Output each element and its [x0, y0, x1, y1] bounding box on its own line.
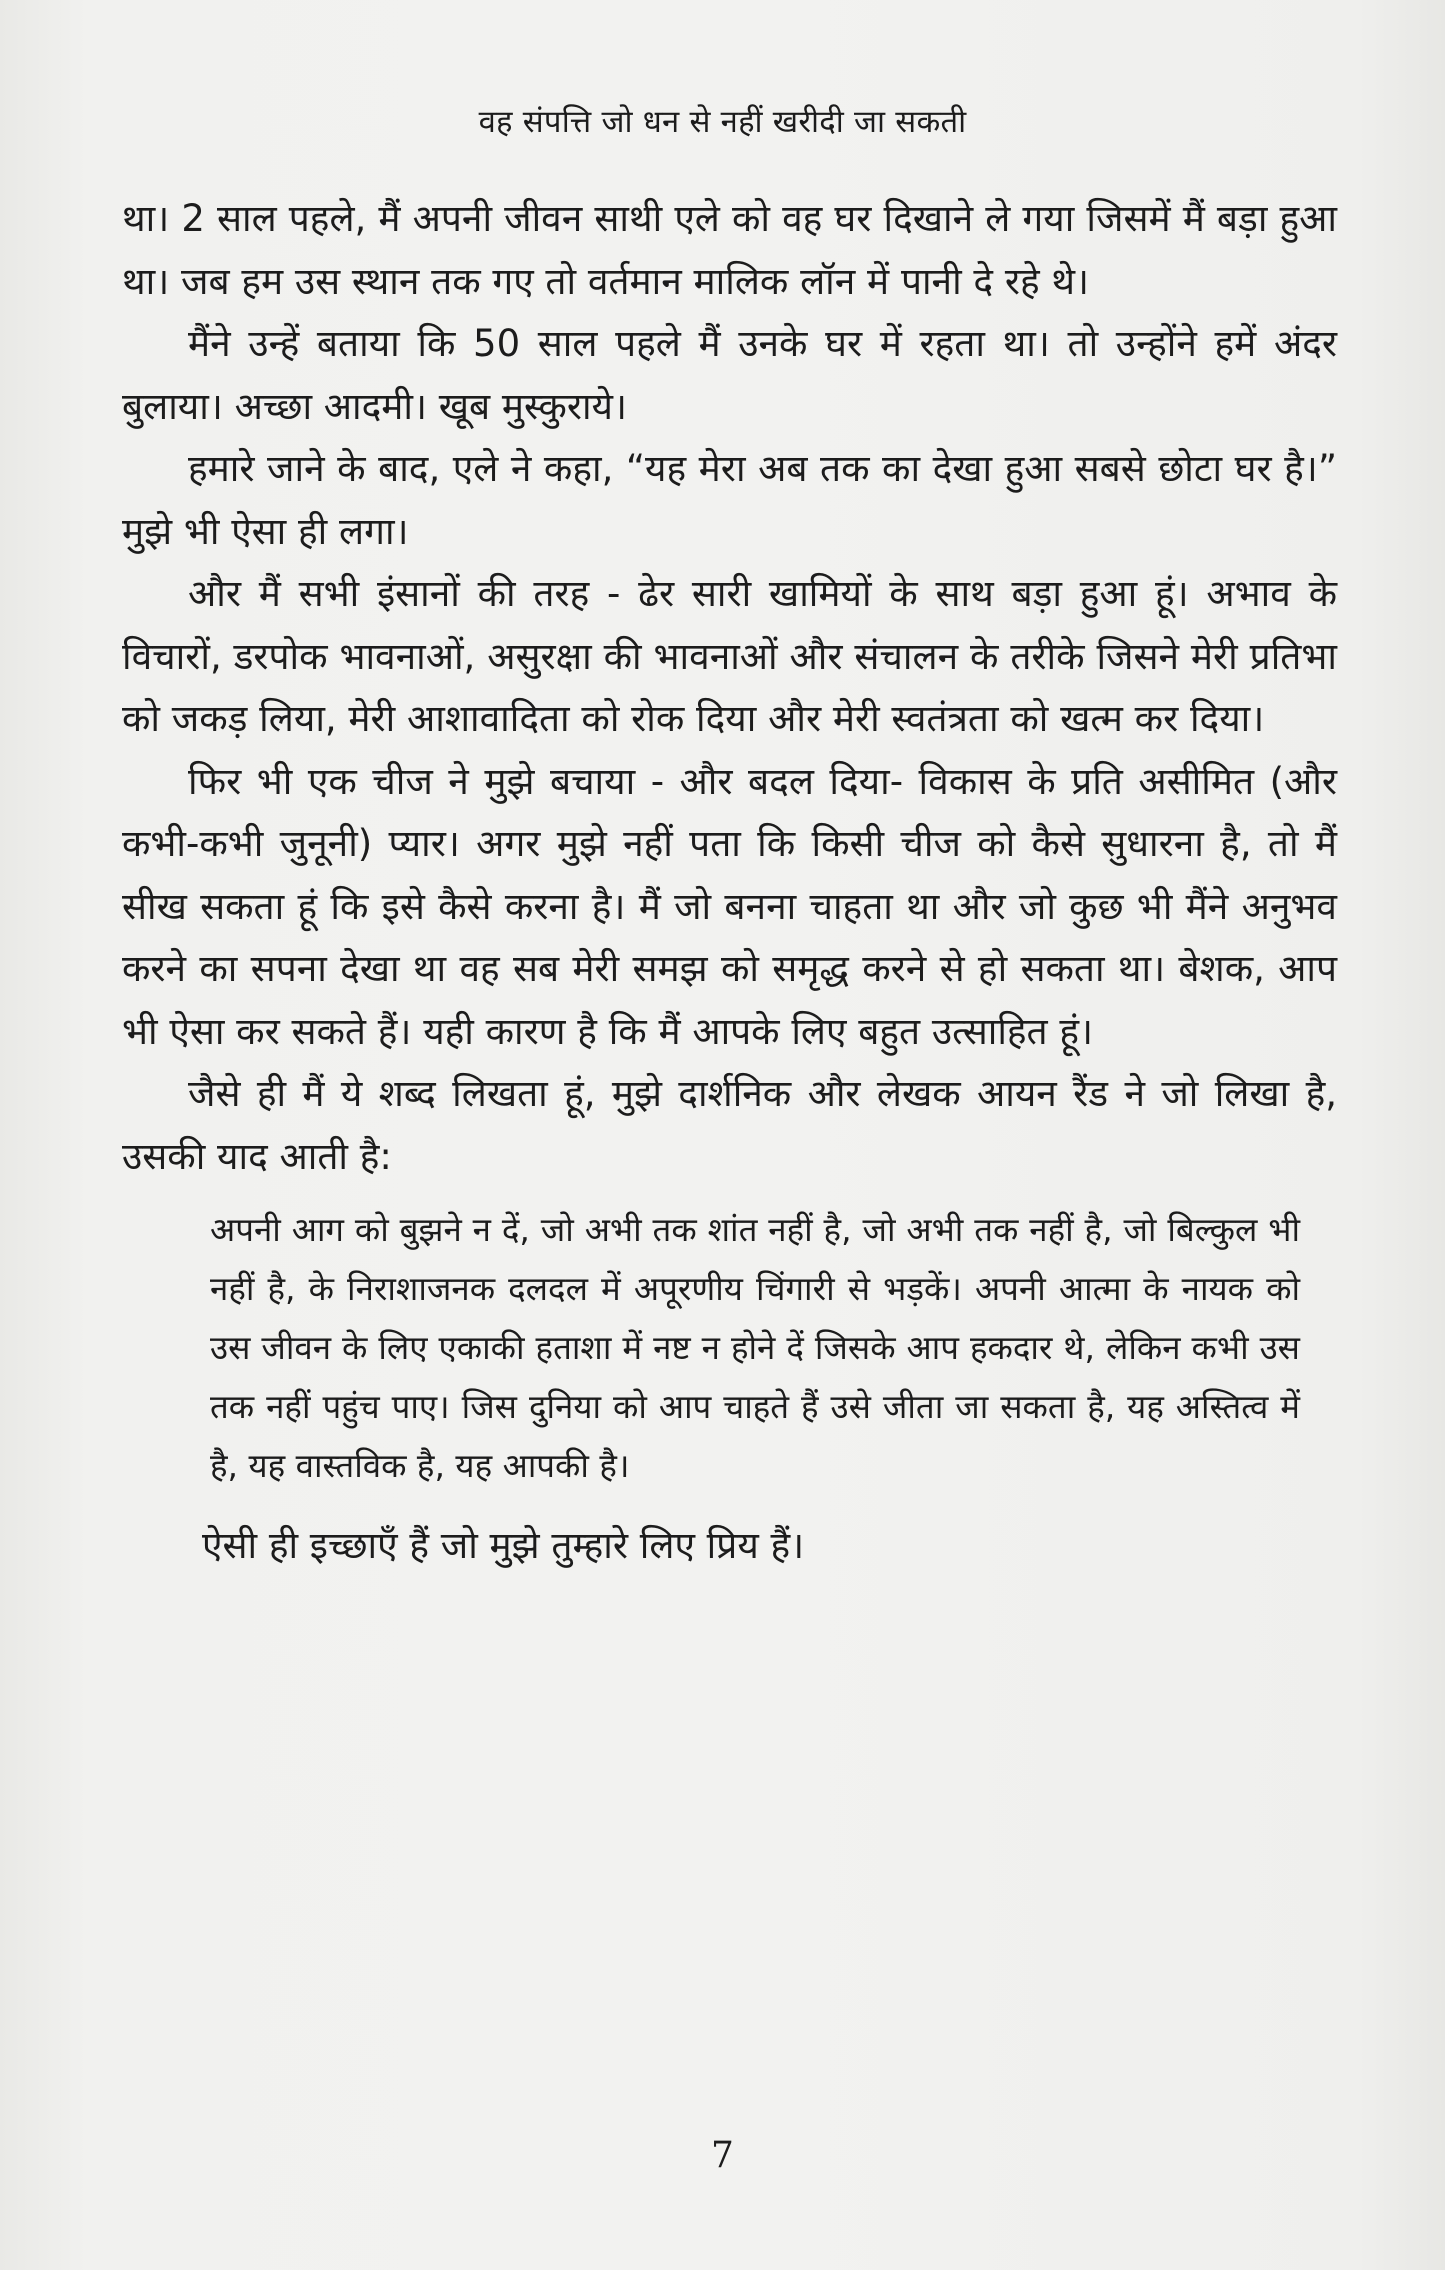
paragraph-6: जैसे ही मैं ये शब्द लिखता हूं, मुझे दार्शनिक और लेखक आयन रैंड ने जो लिखा है, उसकी याद आती है: — [122, 1072, 1337, 1178]
body-text — [122, 188, 1337, 1578]
running-header-title: वह संपत्ति जो धन से नहीं खरीदी जा सकती — [478, 104, 967, 140]
paragraph-2: मैंने उन्हें बताया कि 50 साल पहले मैं उनके घर में रहता था। तो उन्होंने हमें अंदर बुलाया। अच्छा आदमी। खूब मुस्कुराये। — [122, 322, 1337, 428]
paragraph-3: हमारे जाने के बाद, एले ने कहा, “यह मेरा अब तक का देखा हुआ सबसे छोटा घर है।” मुझे भी ऐसा ही लगा। — [122, 447, 1337, 553]
paragraph-1: था। 2 साल पहले, मैं अपनी जीवन साथी एले को वह घर दिखाने ले गया जिसमें मैं बड़ा हुआ था। जब हम उस स्थान तक गए तो वर्तमान मालिक लॉन में पानी दे रहे थे। — [122, 197, 1337, 303]
block-quote: अपनी आग को बुझने न दें, जो अभी तक शांत नहीं है, जो अभी तक नहीं है, जो बिल्कुल भी नहीं है, के निराशाजनक दलदल में अपूरणीय चिंगारी से भड़कें। अपनी आत्मा के नायक को उस जीवन के लिए एकाकी हताशा में नष्ट न होने दें जिसके आप हकदार थे, लेकिन कभी उस तक नहीं पहुंच पाए। जिस दुनिया को आप चाहते हैं उसे जीता जा सकता है, यह अस्तित्व में है, यह वास्तविक है, यह आपकी है। — [210, 1210, 1300, 1485]
closing-line: ऐसी ही इच्छाएँ हैं जो मुझे तुम्हारे लिए प्रिय हैं। — [202, 1524, 805, 1567]
paragraph-4: और मैं सभी इंसानों की तरह - ढेर सारी खामियों के साथ बड़ा हुआ हूं। अभाव के विचारों, डरपोक भावनाओं, असुरक्षा की भावनाओं और संचालन के तरीके जिसने मेरी प्रतिभा को जकड़ लिया, मेरी आशावादिता को रोक दिया और मेरी स्वतंत्रता को खत्म कर दिया। — [122, 572, 1337, 740]
paragraph-5: फिर भी एक चीज ने मुझे बचाया - और बदल दिया- विकास के प्रति असीमित (और कभी-कभी जुनूनी) प्यार। अगर मुझे नहीं पता कि किसी चीज को कैसे सुधारना है, तो मैं सीख सकता हूं कि इसे कैसे करना है। मैं जो बनना चाहता था और जो कुछ भी मैंने अनुभव करने का सपना देखा था वह सब मेरी समझ को समृद्ध करने से हो सकता था। बेशक, आप भी ऐसा कर सकते हैं। यही कारण है कि मैं आपके लिए बहुत उत्साहित हूं। — [122, 759, 1337, 1053]
page-number: 7 — [711, 2135, 734, 2176]
